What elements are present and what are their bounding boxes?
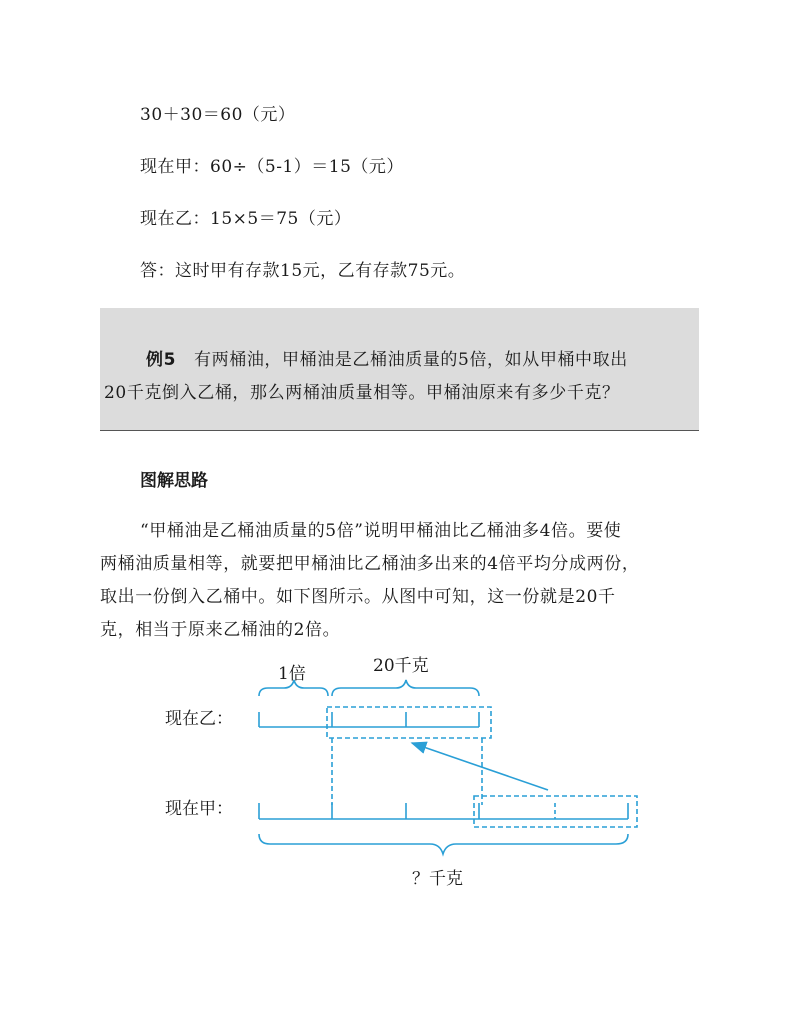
yi-dashed-box [327,707,491,738]
section-heading: 图解思路 [140,471,208,491]
answer-line: 答：这时甲有存款15元，乙有存款75元。 [140,261,466,281]
explanation-line-2: 两桶油质量相等，就要把甲桶油比乙桶油多出来的4倍平均分成两份， [100,554,640,574]
example-line-2: 20千克倒入乙桶，那么两桶油质量相等。甲桶油原来有多少千克？ [104,383,620,403]
label-jia: 现在甲： [165,799,233,819]
label-yi: 现在乙： [165,709,233,729]
solution-line-3: 现在乙：15×5＝75（元） [140,209,352,229]
example-label: 例5 [146,350,177,370]
solution-line-2: 现在甲：60÷（5-1）＝15（元） [140,157,404,177]
example-text-1: 有两桶油，甲桶油是乙桶油质量的5倍，如从甲桶中取出 [194,350,628,370]
brace-total [259,834,628,854]
explanation-line-4: 克，相当于原来乙桶油的2倍。 [100,620,341,640]
transfer-arrow [412,743,548,790]
solution-line-1: 30＋30＝60（元） [140,105,296,125]
explanation-line-3: 取出一份倒入乙桶中。如下图所示。从图中可知，这一份就是20千 [100,587,616,607]
label-20kg: 20千克 [373,656,429,676]
explanation-line-1: “甲桶油是乙桶油质量的5倍”说明甲桶油比乙桶油多4倍。要使 [140,521,622,541]
label-question-kg: ？千克 [412,869,463,889]
label-one-times: 1倍 [278,664,306,684]
brace-20kg [332,680,479,696]
